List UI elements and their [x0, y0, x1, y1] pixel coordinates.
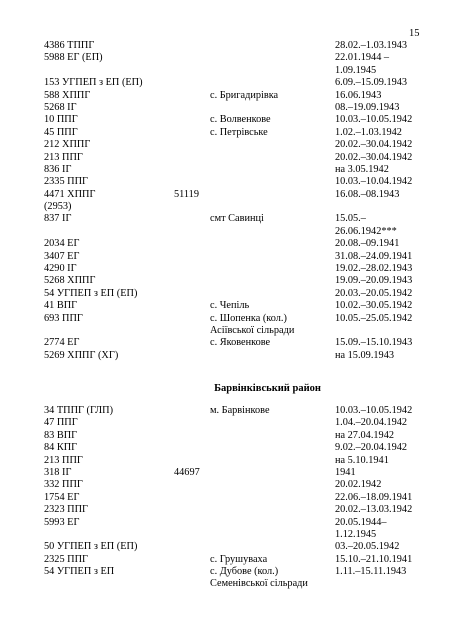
date-cell: 1.02.–1.03.1942: [335, 126, 402, 138]
table-row: [44, 275, 424, 287]
table-row: [44, 139, 424, 151]
date-cell: 22.01.1944 –: [335, 52, 390, 64]
unit-cell: 45 ППГ: [44, 126, 78, 138]
location-cell: с. Петрівське: [210, 126, 268, 138]
table-row: [44, 127, 424, 139]
table-row: [44, 114, 424, 126]
table-row: [44, 313, 424, 325]
table-row: [44, 90, 424, 102]
table-row: [44, 152, 424, 164]
unit-cell: 3407 ЕГ: [44, 250, 80, 262]
table-row: [44, 300, 424, 312]
table-row: [44, 517, 424, 529]
table-row: [44, 467, 424, 479]
location-cell: с. Волвенкове: [210, 114, 271, 126]
table-row: [44, 350, 424, 362]
unit-cell: 213 ППГ: [44, 151, 83, 163]
date-cell: 16.08.–08.1943: [335, 188, 400, 200]
unit-cell: 212 ХППГ: [44, 139, 91, 151]
date-cell: 20.05.1944–: [335, 516, 387, 528]
unit-cell: 588 ХППГ: [44, 89, 91, 101]
table-row: [44, 492, 424, 504]
unit-cell: 4290 ІГ: [44, 263, 77, 275]
unit-cell: (2953): [44, 201, 72, 213]
unit-cell: 5268 ІГ: [44, 101, 77, 113]
hospital-table-2: [44, 405, 424, 591]
date-cell: на 3.05.1942: [335, 163, 389, 175]
date-cell: 19.02.–28.02.1943: [335, 263, 413, 275]
table-row: [44, 189, 424, 201]
table-row: [44, 288, 424, 300]
unit-cell: 2323 ППГ: [44, 504, 88, 516]
unit-cell: 2325 ППГ: [44, 553, 88, 565]
date-cell: 22.06.–18.09.1941: [335, 491, 413, 503]
unit-cell: 34 ТППГ (ГЛП): [44, 405, 114, 416]
page-number: 15: [409, 28, 420, 39]
location-cell: Семенівської сільради: [210, 578, 308, 590]
district-heading-text: Барвінківський район: [214, 383, 321, 394]
table-row: [44, 238, 424, 250]
date-cell: 6.09.–15.09.1943: [335, 77, 408, 89]
location-cell: с. Яковенкове: [210, 337, 271, 349]
unit-cell: 84 КПГ: [44, 442, 78, 454]
date-cell: 31.08.–24.09.1941: [335, 250, 413, 262]
unit-cell: 41 ВПГ: [44, 300, 78, 312]
date-cell: 15.10.–21.10.1941: [335, 553, 413, 565]
date-cell: 03.–20.05.1942: [335, 541, 400, 553]
table-row: [44, 164, 424, 176]
table-row: [44, 578, 424, 590]
unit-cell: 5269 ХППГ (ХГ): [44, 349, 119, 361]
table-row: [44, 430, 424, 442]
date-cell: 1.12.1945: [335, 528, 377, 540]
date-cell: 20.08.–09.1941: [335, 238, 400, 250]
unit-cell: 318 ІГ: [44, 466, 72, 478]
hospital-table-1: [44, 40, 424, 362]
date-cell: на 5.10.1941: [335, 454, 389, 466]
district-heading: [0, 383, 453, 395]
table-row: [44, 213, 424, 225]
location-cell: смт Савинці: [210, 213, 264, 225]
date-cell: 20.02.–30.04.1942: [335, 151, 413, 163]
unit-cell: 4471 ХППГ: [44, 188, 96, 200]
postal-code-cell: 44697: [174, 466, 200, 478]
unit-cell: 47 ППГ: [44, 417, 78, 429]
table-row: [44, 176, 424, 188]
table-row: [44, 405, 424, 417]
unit-cell: 5988 ЕГ (ЕП): [44, 52, 103, 64]
table-row: [44, 529, 424, 541]
date-cell: 10.02.–30.05.1942: [335, 300, 413, 312]
date-cell: 10.03.–10.05.1942: [335, 405, 413, 416]
unit-cell: 54 УГПЕП з ЕП (ЕП): [44, 287, 138, 299]
date-cell: на 27.04.1942: [335, 429, 394, 441]
location-cell: с. Грушуваха: [210, 553, 268, 565]
date-cell: на 15.09.1943: [335, 349, 394, 361]
date-cell: 10.03.–10.05.1942: [335, 114, 413, 126]
date-cell: 1.09.1945: [335, 64, 377, 76]
table-row: [44, 455, 424, 467]
unit-cell: 4386 ТППГ: [44, 40, 95, 51]
table-row: [44, 554, 424, 566]
unit-cell: 2034 ЕГ: [44, 238, 80, 250]
location-cell: с. Бригадирівка: [210, 89, 279, 101]
unit-cell: 2335 ППГ: [44, 176, 88, 188]
unit-cell: 332 ППГ: [44, 479, 83, 491]
unit-cell: 5993 ЕГ: [44, 516, 80, 528]
table-row: [44, 65, 424, 77]
date-cell: 16.06.1943: [335, 89, 382, 101]
table-row: [44, 417, 424, 429]
postal-code-cell: 51119: [174, 188, 199, 200]
date-cell: 20.02.–30.04.1942: [335, 139, 413, 151]
date-cell: 10.05.–25.05.1942: [335, 312, 413, 324]
date-cell: 1941: [335, 466, 356, 478]
location-cell: с. Шопенка (кол.): [210, 312, 287, 324]
date-cell: 08.–19.09.1943: [335, 101, 400, 113]
unit-cell: 837 ІГ: [44, 213, 72, 225]
table-row: [44, 442, 424, 454]
date-cell: 15.05.–: [335, 213, 366, 225]
table-row: [44, 40, 424, 52]
date-cell: 20.03.–20.05.1942: [335, 287, 413, 299]
date-cell: 1.11.–15.11.1943: [335, 566, 407, 578]
date-cell: 15.09.–15.10.1943: [335, 337, 413, 349]
table-row: [44, 479, 424, 491]
table-row: [44, 201, 424, 213]
date-cell: 1.04.–20.04.1942: [335, 417, 408, 429]
table-row: [44, 541, 424, 553]
date-cell: 9.02.–20.04.1942: [335, 442, 408, 454]
location-cell: Асіївської сільради: [210, 324, 295, 336]
location-cell: с. Чепіль: [210, 300, 250, 312]
unit-cell: 1754 ЕГ: [44, 491, 80, 503]
table-row: [44, 263, 424, 275]
date-cell: 20.02.1942: [335, 479, 382, 491]
table-row: [44, 337, 424, 349]
table-row: [44, 566, 424, 578]
unit-cell: 153 УГПЕП з ЕП (ЕП): [44, 77, 143, 89]
unit-cell: 5268 ХППГ: [44, 275, 96, 287]
unit-cell: 693 ППГ: [44, 312, 83, 324]
date-cell: 10.03.–10.04.1942: [335, 176, 413, 188]
table-row: [44, 251, 424, 263]
unit-cell: 836 ІГ: [44, 163, 72, 175]
table-row: [44, 77, 424, 89]
table-row: [44, 325, 424, 337]
date-cell: 20.02.–13.03.1942: [335, 504, 413, 516]
location-cell: м. Барвінкове: [210, 405, 270, 416]
date-cell: 26.06.1942***: [335, 225, 397, 237]
table-row: [44, 226, 424, 238]
table-row: [44, 504, 424, 516]
table-row: [44, 102, 424, 114]
location-cell: с. Дубове (кол.): [210, 566, 279, 578]
unit-cell: 213 ППГ: [44, 454, 83, 466]
unit-cell: 10 ППГ: [44, 114, 78, 126]
table-row: [44, 52, 424, 64]
unit-cell: 83 ВПГ: [44, 429, 78, 441]
unit-cell: 54 УГПЕП з ЕП: [44, 566, 115, 578]
date-cell: 19.09.–20.09.1943: [335, 275, 413, 287]
unit-cell: 2774 ЕГ: [44, 337, 80, 349]
date-cell: 28.02.–1.03.1943: [335, 40, 408, 51]
unit-cell: 50 УГПЕП з ЕП (ЕП): [44, 541, 138, 553]
